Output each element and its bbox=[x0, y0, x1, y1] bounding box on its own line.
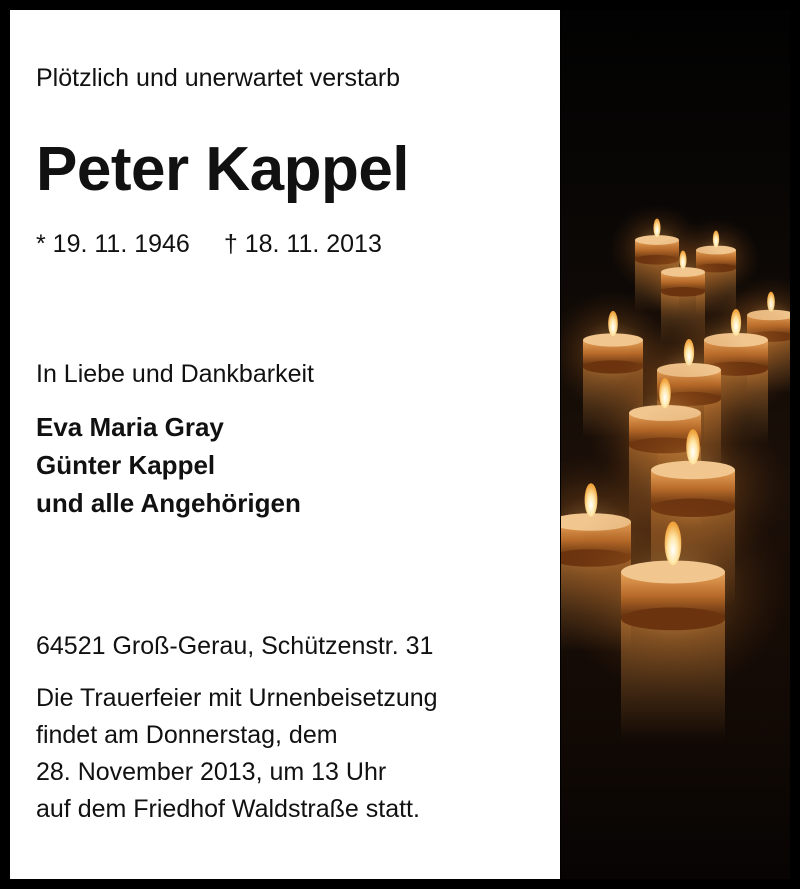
death-date: † 18. 11. 2013 bbox=[223, 230, 382, 258]
candles-illustration bbox=[561, 10, 790, 879]
flame-icon bbox=[713, 231, 719, 248]
life-dates bbox=[36, 230, 382, 259]
text-panel bbox=[10, 10, 560, 879]
mourner-line: Günter Kappel bbox=[36, 450, 216, 480]
gratitude-text: In Liebe und Dankbarkeit bbox=[36, 360, 314, 388]
mourner-line: Eva Maria Gray bbox=[36, 412, 224, 442]
ceremony-line: Die Trauerfeier mit Urnenbeisetzung bbox=[36, 684, 438, 712]
mourner-line: und alle Angehörigen bbox=[36, 488, 301, 518]
ceremony-line: findet am Donnerstag, dem bbox=[36, 721, 338, 749]
candle-base bbox=[621, 607, 725, 630]
ceremony-line: auf dem Friedhof Waldstraße statt. bbox=[36, 795, 420, 823]
flame-icon bbox=[608, 311, 618, 336]
flame-icon bbox=[585, 483, 598, 517]
ceremony-text bbox=[36, 680, 438, 828]
flame-icon bbox=[665, 522, 682, 566]
deceased-name: Peter Kappel bbox=[36, 135, 410, 204]
candle-base bbox=[661, 287, 705, 297]
flame-icon bbox=[659, 378, 671, 408]
mourners-list bbox=[36, 408, 301, 522]
flame-icon bbox=[679, 251, 686, 269]
intro-text: Plötzlich und unerwartet verstarb bbox=[36, 64, 401, 92]
address-text: 64521 Groß-Gerau, Schützenstr. 31 bbox=[36, 632, 434, 660]
flame-icon bbox=[653, 219, 660, 237]
candles-photo bbox=[561, 10, 790, 879]
birth-date: * 19. 11. 1946 bbox=[36, 230, 190, 258]
ceremony-line: 28. November 2013, um 13 Uhr bbox=[36, 758, 387, 786]
flame-icon bbox=[686, 429, 699, 464]
